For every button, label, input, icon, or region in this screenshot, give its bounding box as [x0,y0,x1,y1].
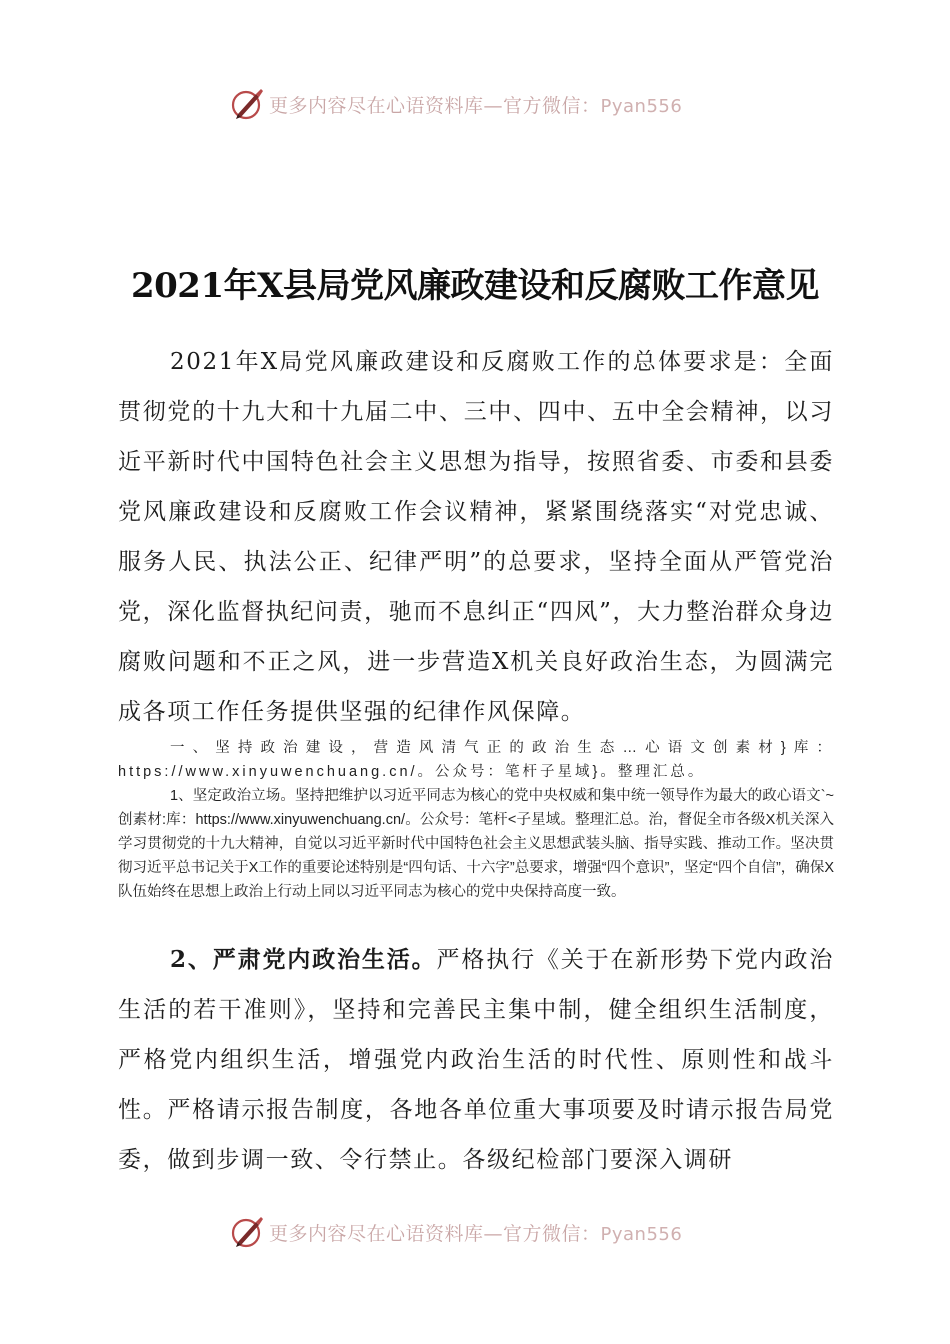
banner-text [269,91,682,118]
footer-banner [0,1212,950,1252]
intro-paragraph: 2021年X局党风廉政建设和反腐败工作的总体要求是：全面贯彻党的十九大和十九届二中、三中、四中、五中全会精神，以习近平新时代中国特色社会主义思想为指导，按照省委、市委和县委党风廉政建设和反腐败工作会议精神，紧紧围绕落实“对党忠诚、服务人民、执法公正、纪律严明”的总要求，坚持全面从严管党治党，深化监督执纪问责，驰而不息纠正“四风”，大力整治群众身边腐败问题和不正之风，进一步营造X机关良好政治生态，为圆满完成各项工作任务提供坚强的纪律作风保障。 [118,349,834,725]
banner-label: 更多内容尽在心语资料库—官方微信： [269,94,601,117]
header-banner [0,84,950,124]
item-2-lead: 2、严肃党内政治生活。 [170,946,437,973]
section-heading-1: 一、坚持政治建设，营造风清气正的政治生态…心语文创素材}库：https://www.xinyuwenchuang.cn/。公众号：笔杆子星域}。整理汇总。 [118,740,834,780]
banner-text [269,1219,682,1246]
item-2-body: 严格执行《关于在新形势下党内政治生活的若干准则》，坚持和完善民主集中制，健全组织生活制度，严格党内组织生活，增强党内政治生活的时代性、原则性和战斗性。严格请示报告制度，各地各单位重大事项要及时请示报告局党委，做到步调一致、令行禁止。各级纪检部门要深入调研 [118,947,834,1173]
document-title: 2021年X县局党风廉政建设和反腐败工作意见 [130,266,819,306]
section-item-1: 1、坚定政治立场。坚持把维护以习近平同志为核心的党中央权威和集中统一领导作为最大的政心语文`~创素材:库：https://www.xinyuwenchuang.cn/。公众号：笔杆<子星域。整理汇总。治，督促全市各级X机关深入学习贯彻党的十九大精神，自觉以习近平新时代中国特色社会主义思想武装头脑、指导实践、推动工作。坚决贯彻习近平总书记关于X工作的重要论述特别是“四句话、十六字”总要求，增强“四个意识”，坚定“四个自信”，确保X队伍始终在思想上政治上行动上同以习近平同志为核心的党中央保持高度一致。 [118,788,834,900]
banner-label: 更多内容尽在心语资料库—官方微信： [269,1222,601,1245]
section-item-2 [118,935,834,1185]
pen-logo-icon [229,86,265,122]
wechat-id: Pyan556 [600,95,683,117]
wechat-id: Pyan556 [600,1223,683,1245]
pen-logo-icon [229,1214,265,1250]
